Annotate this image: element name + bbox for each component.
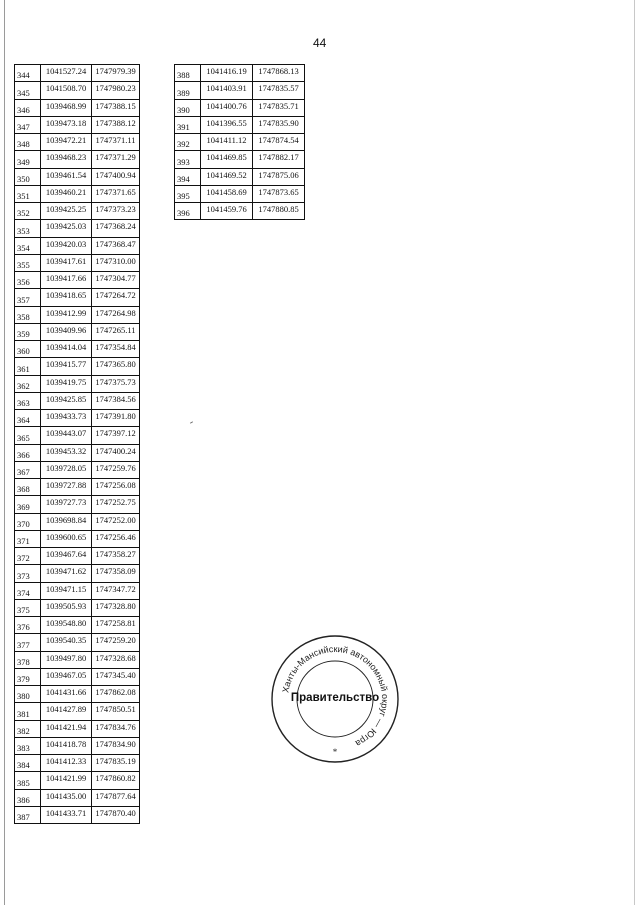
coordinate-x: 1041458.69 [201,185,253,202]
coordinate-y: 1747310.00 [92,254,140,271]
seal-ring-textpath: Ханты-Мансийский автономный округ — Югра [280,643,391,749]
table-row [15,272,140,289]
point-number: 383 [15,737,41,754]
coordinate-x: 1041508.70 [41,82,92,99]
point-number: 376 [15,617,41,634]
coordinate-x: 1039727.88 [41,479,92,496]
coordinate-x: 1039540.35 [41,634,92,651]
table-row [15,185,140,202]
coordinate-x: 1041433.71 [41,806,92,823]
table-row [15,806,140,823]
point-number: 349 [15,151,41,168]
table-row [15,323,140,340]
coordinate-x: 1041435.00 [41,789,92,806]
point-number: 365 [15,427,41,444]
coordinate-x: 1041431.66 [41,686,92,703]
point-number: 364 [15,410,41,427]
table-row [15,513,140,530]
coordinate-x: 1039418.65 [41,289,92,306]
coordinate-x: 1039698.84 [41,513,92,530]
coordinate-y: 1747358.09 [92,565,140,582]
coordinate-y: 1747384.56 [92,392,140,409]
seal-center-text: Правительство [290,692,380,704]
coordinates-table-right [174,64,305,220]
table-row [15,548,140,565]
point-number: 352 [15,203,41,220]
point-number: 381 [15,703,41,720]
coordinate-x: 1039505.93 [41,599,92,616]
point-number: 372 [15,548,41,565]
coordinate-x: 1041421.99 [41,772,92,789]
coordinate-y: 1747373.23 [92,203,140,220]
coordinate-y: 1747365.80 [92,358,140,375]
table-row [15,668,140,685]
point-number: 394 [175,168,201,185]
table-row [15,582,140,599]
coordinate-x: 1039473.18 [41,116,92,133]
point-number: 355 [15,254,41,271]
table-row [15,789,140,806]
coordinate-y: 1747834.76 [92,720,140,737]
table-row [175,65,305,82]
table-row [175,151,305,168]
table-row [15,151,140,168]
table-row [15,479,140,496]
coordinate-x: 1041527.24 [41,65,92,82]
coordinate-y: 1747388.15 [92,99,140,116]
point-number: 353 [15,220,41,237]
coordinate-x: 1041416.19 [201,65,253,82]
page-number: 44 [313,36,327,50]
coordinate-y: 1747259.76 [92,461,140,478]
point-number: 374 [15,582,41,599]
coordinate-x: 1039425.85 [41,392,92,409]
coordinate-y: 1747371.65 [92,185,140,202]
coordinate-x: 1041412.33 [41,755,92,772]
point-number: 360 [15,341,41,358]
coordinate-y: 1747850.51 [92,703,140,720]
point-number: 392 [175,134,201,151]
coordinate-y: 1747979.39 [92,65,140,82]
coordinate-y: 1747874.54 [253,134,305,151]
coordinate-y: 1747388.12 [92,116,140,133]
table-row [15,168,140,185]
coordinate-y: 1747870.40 [92,806,140,823]
coordinate-x: 1039461.54 [41,168,92,185]
point-number: 368 [15,479,41,496]
coordinate-y: 1747256.08 [92,479,140,496]
coordinate-x: 1039472.21 [41,134,92,151]
point-number: 363 [15,392,41,409]
coordinate-y: 1747371.29 [92,151,140,168]
point-number: 354 [15,237,41,254]
coordinates-table-right-body [175,65,305,220]
table-row [15,254,140,271]
table-row [175,168,305,185]
coordinate-x: 1039417.61 [41,254,92,271]
coordinate-y: 1747835.57 [253,82,305,99]
table-row [15,617,140,634]
coordinate-x: 1041396.55 [201,116,253,133]
table-row [15,203,140,220]
table-row [15,410,140,427]
point-number: 344 [15,65,41,82]
coordinate-x: 1039425.03 [41,220,92,237]
coordinate-x: 1039497.80 [41,651,92,668]
table-row [15,496,140,513]
point-number: 350 [15,168,41,185]
coordinate-x: 1039460.21 [41,185,92,202]
coordinate-y: 1747873.65 [253,185,305,202]
coordinate-y: 1747371.11 [92,134,140,151]
point-number: 373 [15,565,41,582]
coordinate-x: 1041411.12 [201,134,253,151]
table-row [15,375,140,392]
point-number: 370 [15,513,41,530]
coordinate-x: 1039600.65 [41,530,92,547]
coordinate-y: 1747835.90 [253,116,305,133]
coordinates-table-left-body [15,65,140,824]
table-row [175,185,305,202]
coordinate-y: 1747835.19 [92,755,140,772]
table-row [15,427,140,444]
coordinate-x: 1039471.15 [41,582,92,599]
coordinate-y: 1747862.08 [92,686,140,703]
point-number: 380 [15,686,41,703]
point-number: 377 [15,634,41,651]
table-row [15,461,140,478]
point-number: 382 [15,720,41,737]
coordinate-y: 1747264.98 [92,306,140,323]
coordinate-y: 1747328.80 [92,599,140,616]
coordinate-x: 1041469.52 [201,168,253,185]
point-number: 362 [15,375,41,392]
coordinate-x: 1039727.73 [41,496,92,513]
coordinate-y: 1747328.68 [92,651,140,668]
coordinate-x: 1041418.78 [41,737,92,754]
coordinate-y: 1747304.77 [92,272,140,289]
point-number: 389 [175,82,201,99]
coordinate-x: 1041469.85 [201,151,253,168]
scan-speck [190,421,193,423]
table-row [15,358,140,375]
coordinate-x: 1039433.73 [41,410,92,427]
point-number: 356 [15,272,41,289]
point-number: 375 [15,599,41,616]
coordinate-x: 1039467.05 [41,668,92,685]
coordinate-x: 1041403.91 [201,82,253,99]
coordinate-y: 1747877.64 [92,789,140,806]
coordinate-x: 1041459.76 [201,203,253,220]
point-number: 388 [175,65,201,82]
coordinate-y: 1747264.72 [92,289,140,306]
coordinate-x: 1039420.03 [41,237,92,254]
coordinates-table-left [14,64,140,824]
coordinate-y: 1747368.24 [92,220,140,237]
table-row [15,341,140,358]
coordinate-y: 1747875.06 [253,168,305,185]
coordinate-x: 1039467.64 [41,548,92,565]
point-number: 351 [15,185,41,202]
table-row [15,65,140,82]
coordinate-x: 1039415.77 [41,358,92,375]
coordinate-y: 1747980.23 [92,82,140,99]
point-number: 367 [15,461,41,478]
coordinate-y: 1747252.75 [92,496,140,513]
point-number: 366 [15,444,41,461]
coordinate-y: 1747354.84 [92,341,140,358]
coordinate-x: 1041400.76 [201,99,253,116]
table-row [175,82,305,99]
scan-edge-left [4,0,5,905]
point-number: 345 [15,82,41,99]
coordinate-y: 1747256.46 [92,530,140,547]
coordinate-x: 1039419.75 [41,375,92,392]
table-row [15,772,140,789]
table-row [15,720,140,737]
coordinate-x: 1039417.66 [41,272,92,289]
coordinate-y: 1747252.00 [92,513,140,530]
scan-edge-right [634,0,635,905]
table-row [15,82,140,99]
table-row [15,116,140,133]
coordinate-x: 1039728.05 [41,461,92,478]
coordinate-y: 1747400.94 [92,168,140,185]
table-row [15,634,140,651]
table-row [15,220,140,237]
point-number: 393 [175,151,201,168]
point-number: 384 [15,755,41,772]
coordinate-y: 1747834.90 [92,737,140,754]
table-row [175,99,305,116]
table-row [15,306,140,323]
table-row [15,530,140,547]
coordinate-y: 1747345.40 [92,668,140,685]
table-row [15,134,140,151]
coordinate-y: 1747391.80 [92,410,140,427]
point-number: 346 [15,99,41,116]
coordinate-y: 1747375.73 [92,375,140,392]
coordinate-y: 1747882.17 [253,151,305,168]
coordinate-x: 1039412.99 [41,306,92,323]
coordinate-y: 1747860.82 [92,772,140,789]
point-number: 371 [15,530,41,547]
table-row [15,289,140,306]
point-number: 379 [15,668,41,685]
table-row [15,444,140,461]
coordinate-x: 1039409.96 [41,323,92,340]
point-number: 347 [15,116,41,133]
seal-star-icon: * [332,747,338,757]
coordinate-y: 1747400.24 [92,444,140,461]
table-row [15,755,140,772]
table-row [15,737,140,754]
coordinate-y: 1747835.71 [253,99,305,116]
table-row [15,565,140,582]
coordinate-y: 1747259.20 [92,634,140,651]
table-row [15,703,140,720]
table-row [15,651,140,668]
coordinate-x: 1039468.99 [41,99,92,116]
point-number: 378 [15,651,41,668]
table-row [15,686,140,703]
point-number: 358 [15,306,41,323]
point-number: 395 [175,185,201,202]
coordinate-y: 1747868.13 [253,65,305,82]
table-row [15,237,140,254]
table-row [175,203,305,220]
table-row [15,99,140,116]
point-number: 357 [15,289,41,306]
point-number: 396 [175,203,201,220]
table-row [175,116,305,133]
coordinate-y: 1747347.72 [92,582,140,599]
coordinate-y: 1747397.12 [92,427,140,444]
table-row [15,599,140,616]
coordinate-y: 1747368.47 [92,237,140,254]
point-number: 391 [175,116,201,133]
coordinate-x: 1039548.80 [41,617,92,634]
coordinate-y: 1747880.85 [253,203,305,220]
point-number: 361 [15,358,41,375]
coordinate-x: 1039443.07 [41,427,92,444]
coordinate-x: 1041421.94 [41,720,92,737]
coordinate-y: 1747358.27 [92,548,140,565]
point-number: 369 [15,496,41,513]
coordinate-x: 1041427.89 [41,703,92,720]
table-row [175,134,305,151]
coordinate-y: 1747265.11 [92,323,140,340]
point-number: 387 [15,806,41,823]
point-number: 348 [15,134,41,151]
coordinate-x: 1039414.04 [41,341,92,358]
coordinate-x: 1039468.23 [41,151,92,168]
coordinate-y: 1747258.81 [92,617,140,634]
point-number: 359 [15,323,41,340]
point-number: 390 [175,99,201,116]
point-number: 385 [15,772,41,789]
coordinate-x: 1039453.32 [41,444,92,461]
coordinate-x: 1039471.62 [41,565,92,582]
table-row [15,392,140,409]
coordinate-x: 1039425.25 [41,203,92,220]
point-number: 386 [15,789,41,806]
